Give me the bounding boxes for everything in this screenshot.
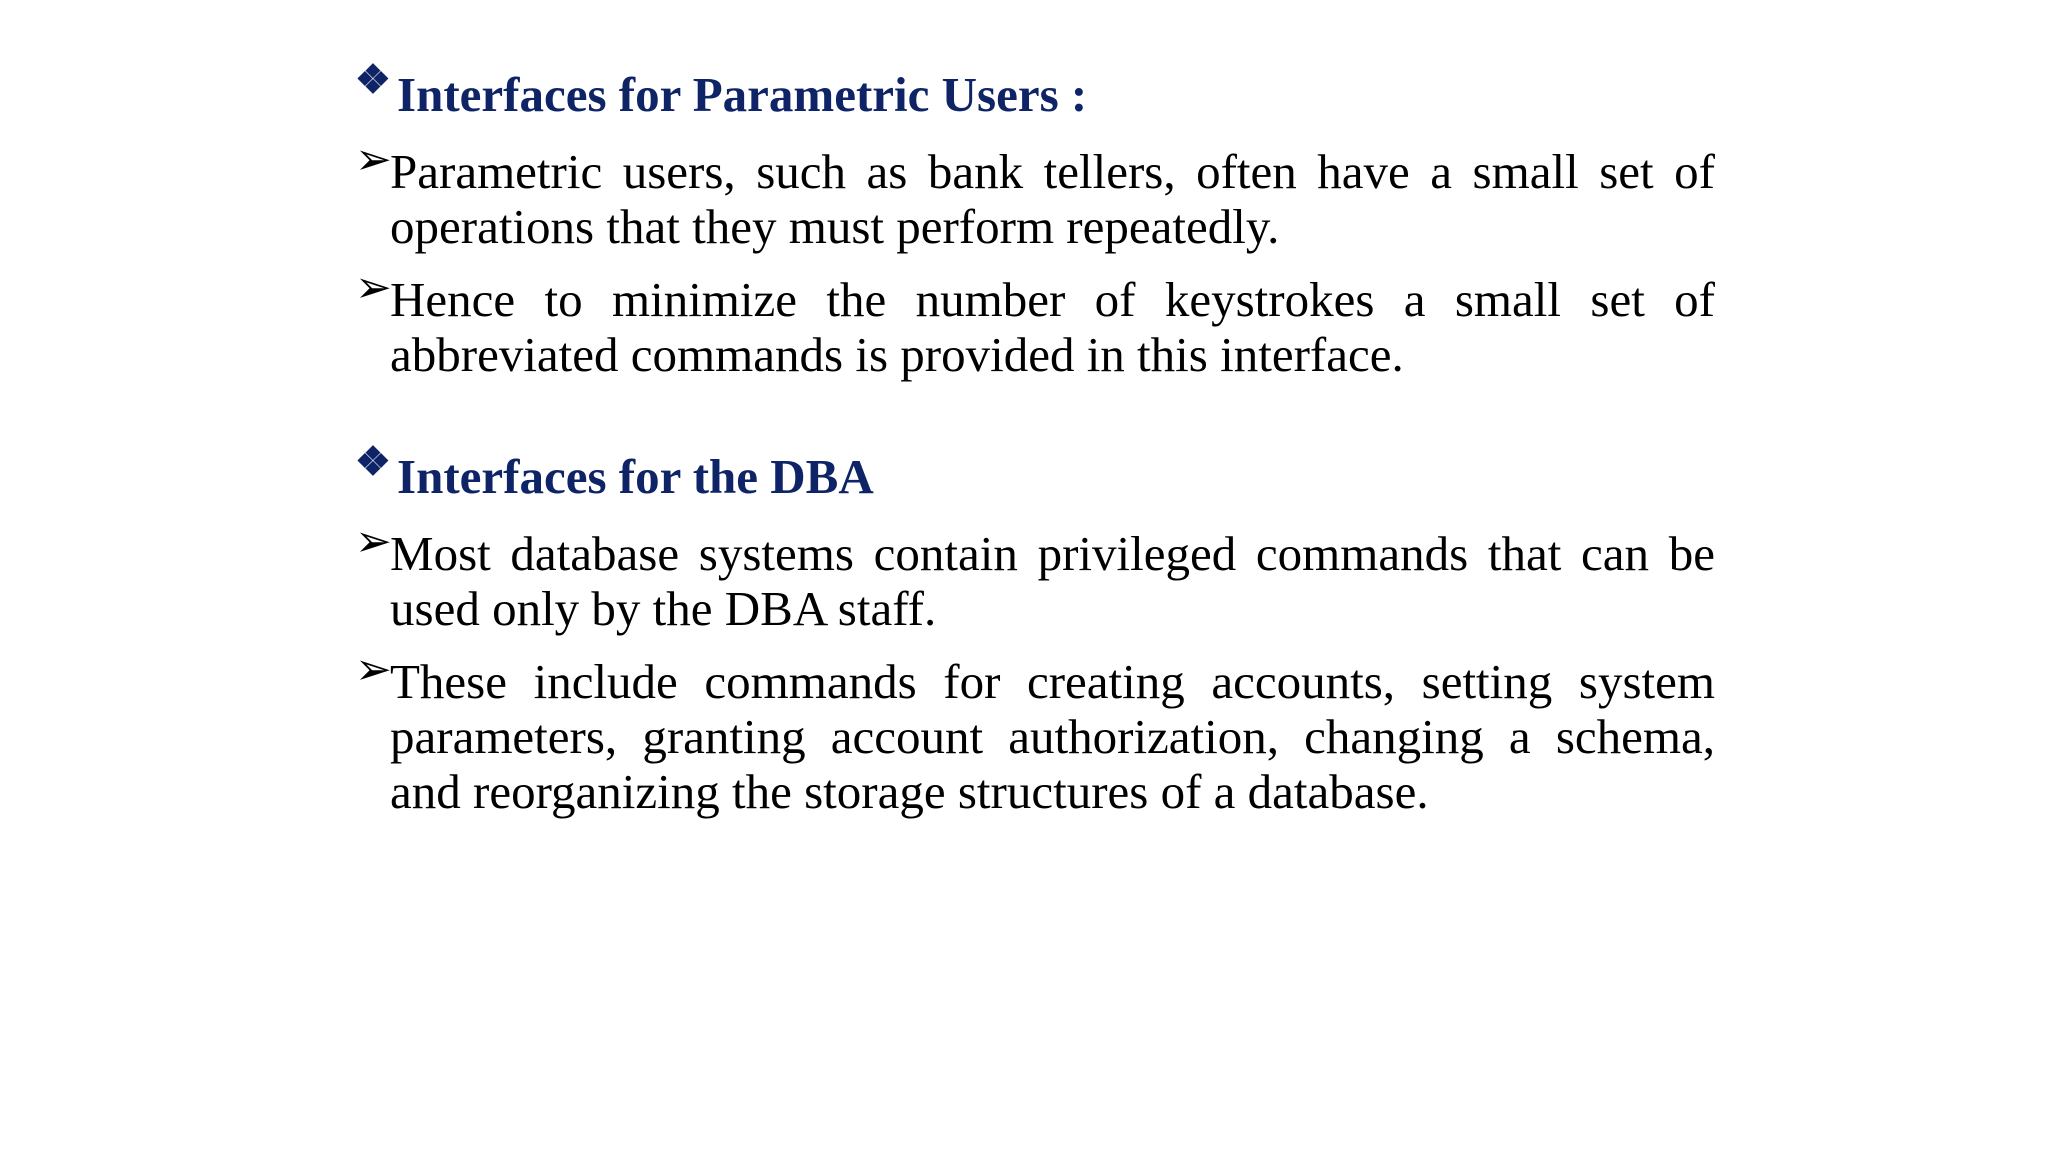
arrowhead-icon: ➢	[355, 262, 392, 313]
bullet-item	[355, 262, 1715, 382]
diamond-four-icon: ❖	[355, 439, 391, 484]
bullet-item	[355, 134, 1715, 254]
section-parametric-users	[355, 57, 1715, 382]
diamond-four-icon: ❖	[355, 57, 391, 102]
bullet-text: Most database systems contain privileged commands that can be used only by the DBA staff.	[390, 526, 1715, 636]
bullet-text: Parametric users, such as bank tellers, often have a small set of operations that they must perform repeatedly.	[390, 144, 1715, 254]
section-dba	[355, 439, 1715, 819]
bullet-item	[355, 644, 1715, 819]
heading-text: Interfaces for the DBA	[397, 449, 874, 504]
slide-content	[355, 57, 1715, 819]
heading-text: Interfaces for Parametric Users :	[397, 67, 1088, 122]
bullet-text: Hence to minimize the number of keystrokes a small set of abbreviated commands is provided in this interface.	[390, 272, 1715, 382]
section-heading	[355, 439, 1715, 506]
bullet-item	[355, 516, 1715, 636]
arrowhead-icon: ➢	[355, 516, 392, 567]
bullet-text: These include commands for creating accounts, setting system parameters, granting account authorization, changing a schema, and reorganizing the storage structures of a database.	[390, 654, 1715, 819]
arrowhead-icon: ➢	[355, 644, 392, 695]
arrowhead-icon: ➢	[355, 134, 392, 185]
section-heading	[355, 57, 1715, 124]
